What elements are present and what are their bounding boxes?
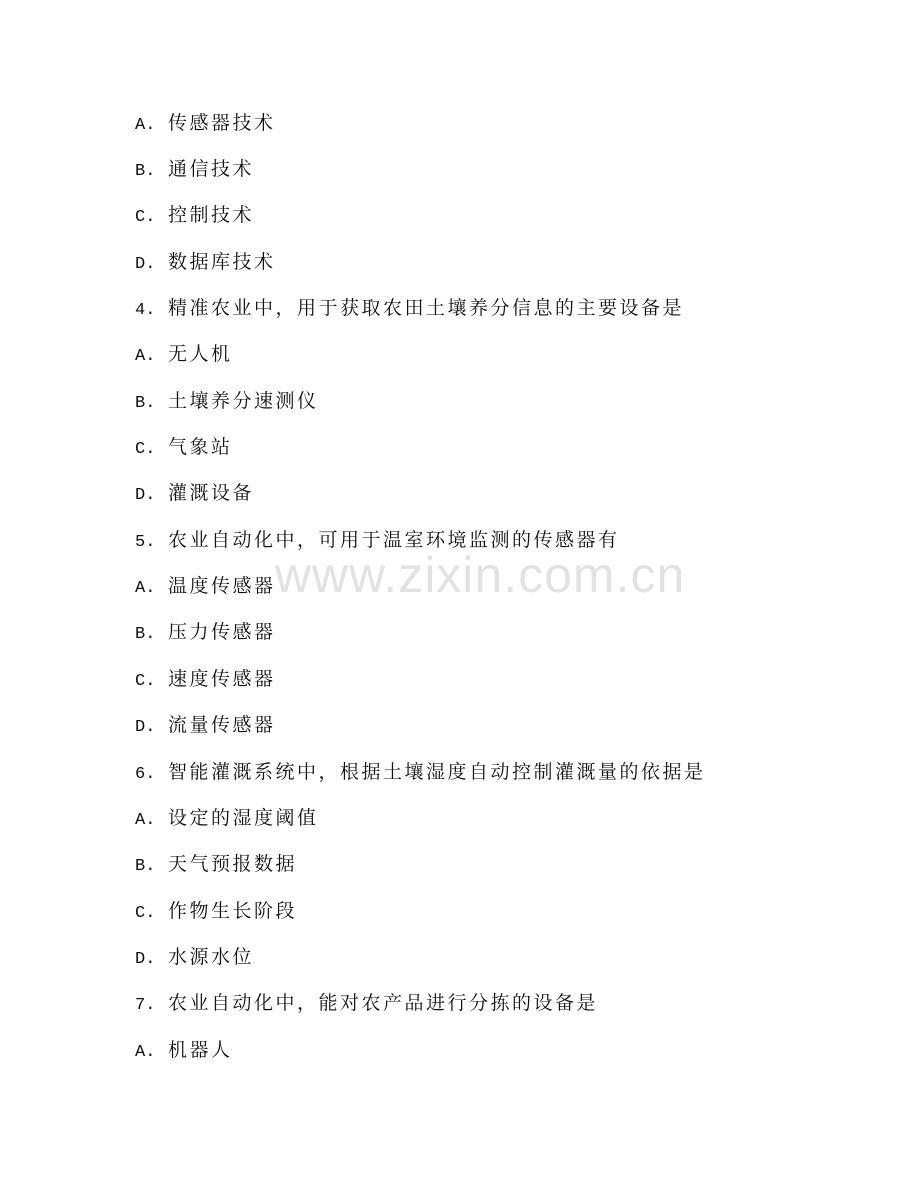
option-line	[135, 849, 297, 879]
option-text: 气象站	[168, 436, 233, 458]
option-line	[135, 247, 276, 277]
option-text: 水源水位	[168, 946, 255, 968]
option-line	[135, 339, 233, 369]
option-marker: D.	[135, 486, 156, 505]
option-text: 传感器技术	[168, 112, 276, 134]
option-marker: D.	[135, 255, 156, 274]
option-text: 作物生长阶段	[168, 900, 298, 922]
option-text: 通信技术	[168, 158, 255, 180]
option-line	[135, 1035, 233, 1065]
option-marker: A.	[135, 347, 156, 366]
question-number: 4.	[135, 301, 156, 320]
option-text: 土壤养分速测仪	[168, 390, 319, 412]
option-marker: A.	[135, 579, 156, 598]
option-line	[135, 803, 319, 833]
option-marker: B.	[135, 162, 156, 181]
option-marker: A.	[135, 1043, 156, 1062]
question-line	[135, 757, 706, 787]
option-text: 数据库技术	[168, 251, 276, 273]
option-text: 灌溉设备	[168, 482, 255, 504]
question-line	[135, 988, 598, 1018]
option-marker: C.	[135, 208, 156, 227]
question-number: 7.	[135, 996, 156, 1015]
question-number: 6.	[135, 765, 156, 784]
option-line	[135, 386, 319, 416]
question-number: 5.	[135, 533, 156, 552]
option-line	[135, 154, 254, 184]
option-text: 无人机	[168, 343, 233, 365]
option-marker: B.	[135, 394, 156, 413]
option-marker: C.	[135, 904, 156, 923]
question-line	[135, 525, 620, 555]
question-line	[135, 293, 684, 323]
option-marker: A.	[135, 811, 156, 830]
option-text: 机器人	[168, 1039, 233, 1061]
option-text: 压力传感器	[168, 621, 276, 643]
option-line	[135, 617, 276, 647]
option-marker: C.	[135, 440, 156, 459]
option-marker: D.	[135, 950, 156, 969]
option-line	[135, 664, 276, 694]
watermark: www.zixin.com.cn	[274, 547, 686, 603]
option-text: 天气预报数据	[168, 853, 298, 875]
question-text: 农业自动化中，能对农产品进行分拣的设备是	[168, 992, 599, 1014]
option-marker: B.	[135, 625, 156, 644]
option-line	[135, 108, 276, 138]
option-text: 速度传感器	[168, 668, 276, 690]
option-text: 流量传感器	[168, 714, 276, 736]
option-line	[135, 896, 297, 926]
option-marker: A.	[135, 116, 156, 135]
option-line	[135, 200, 254, 230]
option-marker: C.	[135, 672, 156, 691]
option-line	[135, 571, 276, 601]
question-text: 农业自动化中，可用于温室环境监测的传感器有	[168, 529, 620, 551]
option-text: 控制技术	[168, 204, 255, 226]
option-marker: B.	[135, 857, 156, 876]
option-line	[135, 478, 254, 508]
option-text: 设定的湿度阈值	[168, 807, 319, 829]
option-marker: D.	[135, 718, 156, 737]
option-line	[135, 942, 254, 972]
question-text: 精准农业中，用于获取农田土壤养分信息的主要设备是	[168, 297, 685, 319]
option-text: 温度传感器	[168, 575, 276, 597]
question-text: 智能灌溉系统中，根据土壤湿度自动控制灌溉量的依据是	[168, 761, 706, 783]
option-line	[135, 432, 233, 462]
option-line	[135, 710, 276, 740]
